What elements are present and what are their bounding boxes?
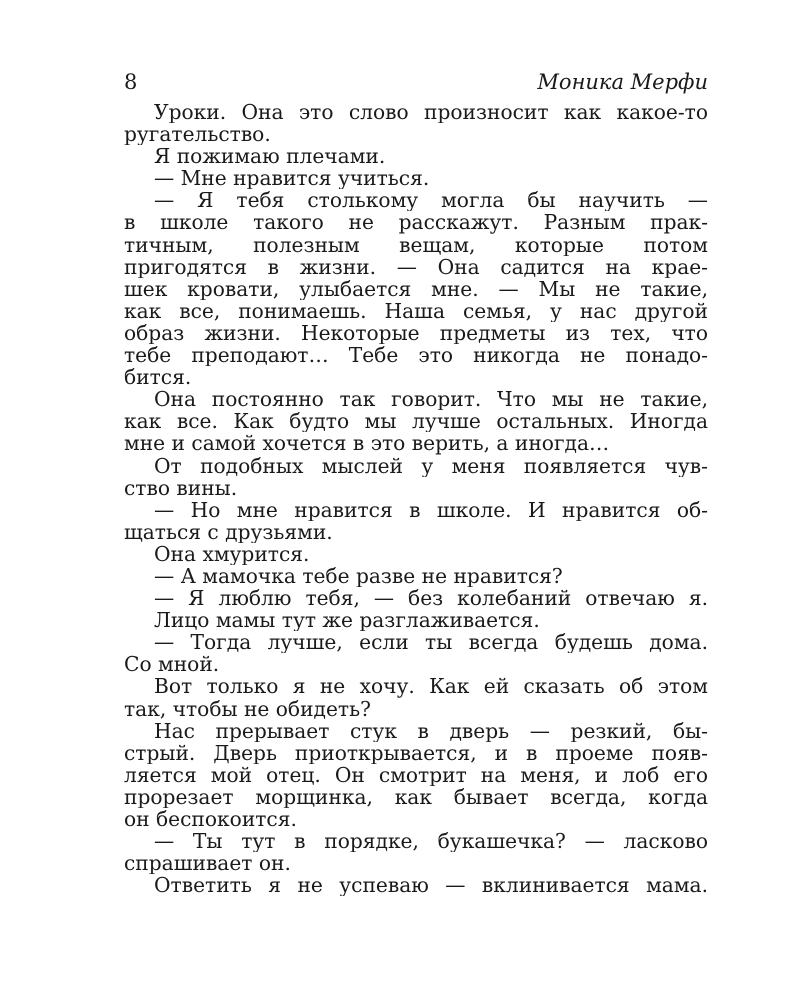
text-line: От подобных мыслей у меня появляется чув- (154, 454, 708, 477)
body-text (124, 101, 708, 896)
text-line: ругательство. (124, 123, 271, 146)
text-line: бится. (124, 366, 192, 389)
text-line: — Тогда лучше, если ты всегда будешь дома. (154, 631, 708, 654)
text-line: в школе такого не расскажут. Разным прак- (124, 211, 708, 234)
text-line: — Я люблю тебя, — без колебаний отвечаю я. (154, 587, 708, 610)
text-line: стрый. Дверь приоткрывается, и в проеме появ- (124, 741, 708, 764)
text-line: прорезает морщинка, как бывает всегда, когда (124, 785, 708, 808)
text-line: Со мной. (124, 653, 220, 676)
text-line: спрашивает он. (124, 852, 291, 875)
text-line: — А мамочка тебе разве не нравится? (154, 564, 563, 588)
text-line: — Ты тут в порядке, букашечка? — ласково (154, 830, 708, 853)
text-line: мне и самой хочется в это верить, а иногда… (124, 432, 610, 455)
text-line: пригодятся в жизни. — Она садится на крае- (124, 255, 708, 278)
text-line: шек кровати, улыбается мне. — Мы не такие, (124, 277, 708, 300)
text-line: Нас прерывает стук в дверь — резкий, бы- (154, 719, 708, 742)
text-line: Вот только я не хочу. Как ей сказать об этом (154, 675, 708, 698)
text-line: тебе преподают… Тебе это никогда не понадо- (124, 344, 708, 367)
text-line: так, чтобы не обидеть? (124, 697, 371, 720)
text-line: — Я тебя столькому могла бы научить — (154, 189, 708, 212)
text-line: Ответить я не успеваю — вклинивается мама. (154, 874, 708, 897)
text-line: он беспокоится. (124, 808, 297, 831)
text-line: как все, понимаешь. Наша семья, у нас другой (124, 299, 708, 322)
text-line: Я пожимаю плечами. (154, 145, 386, 168)
text-line: тичным, полезным вещам, которые потом (124, 233, 708, 256)
text-line: Лицо мамы тут же разглаживается. (154, 609, 540, 632)
text-line: — Но мне нравится в школе. И нравится об- (154, 498, 708, 521)
text-line: Она хмурится. (154, 542, 310, 565)
page-number: 8 (124, 70, 138, 94)
text-line: ляется мой отец. Он смотрит на меня, и лоб его (124, 763, 708, 786)
running-head-author: Моника Мерфи (537, 70, 708, 94)
text-line: — Мне нравится учиться. (154, 167, 430, 190)
text-line: ство вины. (124, 476, 238, 499)
text-line: образ жизни. Некоторые предметы из тех, что (124, 321, 708, 345)
text-line: щаться с друзьями. (124, 520, 333, 543)
text-line: как все. Как будто мы лучше остальных. Иногда (124, 410, 708, 433)
text-line: Уроки. Она это слово произносит как какое-то (154, 101, 708, 124)
text-line: Она постоянно так говорит. Что мы не такие, (154, 388, 708, 411)
